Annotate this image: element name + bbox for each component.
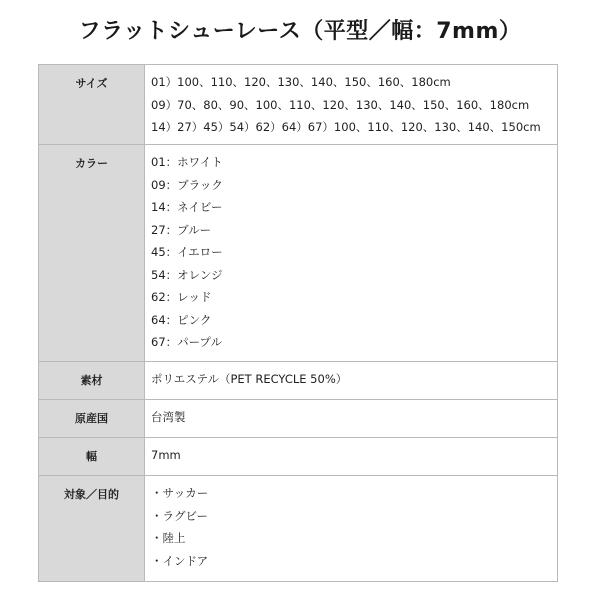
target-value	[145, 476, 558, 582]
target-row	[39, 476, 558, 582]
color-value	[145, 145, 558, 362]
color-orange: 54：オレンジ	[151, 267, 223, 282]
target-label: 対象／目的	[39, 476, 145, 582]
origin-value	[145, 400, 558, 438]
origin-label: 原産国	[39, 400, 145, 438]
size-row	[39, 65, 558, 145]
color-label: カラー	[39, 145, 145, 362]
size-label: サイズ	[39, 65, 145, 145]
width-row	[39, 438, 558, 476]
target-track: ・陸上	[151, 531, 186, 545]
color-white: 01：ホワイト	[151, 155, 223, 169]
origin-row	[39, 400, 558, 438]
width-label: 幅	[39, 438, 145, 476]
width-value	[145, 438, 558, 476]
target-indoor: ・インドア	[151, 553, 209, 568]
color-row	[39, 145, 558, 362]
size-line-09: 09）70、80、90、100、110、120、130、140、150、160、180cm	[151, 97, 530, 112]
target-rugby: ・ラグビー	[151, 508, 209, 523]
size-line-other: 14）27）45）54）62）64）67）100、110、120、130、140、150cm	[151, 120, 541, 134]
color-blue: 27：ブルー	[151, 222, 212, 237]
page-title: フラットシューレース（平型／幅：7mm）	[78, 19, 522, 44]
color-red: 62：レッド	[151, 290, 212, 304]
origin-text: 台湾製	[151, 410, 186, 424]
spec-table	[38, 64, 558, 582]
size-line-01: 01）100、110、120、130、140、150、160、180cm	[151, 75, 451, 89]
color-purple: 67：パープル	[151, 335, 223, 349]
color-pink: 64：ピンク	[151, 312, 212, 327]
width-text: 7mm	[151, 448, 181, 462]
material-text: ポリエステル（PET RECYCLE 50%）	[151, 372, 348, 386]
color-navy: 14：ネイビー	[151, 200, 223, 214]
color-yellow: 45：イエロー	[151, 245, 223, 259]
material-row	[39, 362, 558, 400]
color-black: 09：ブラック	[151, 177, 223, 192]
target-soccer: ・サッカー	[151, 486, 209, 500]
material-label: 素材	[39, 362, 145, 400]
material-value	[145, 362, 558, 400]
size-value	[145, 65, 558, 145]
